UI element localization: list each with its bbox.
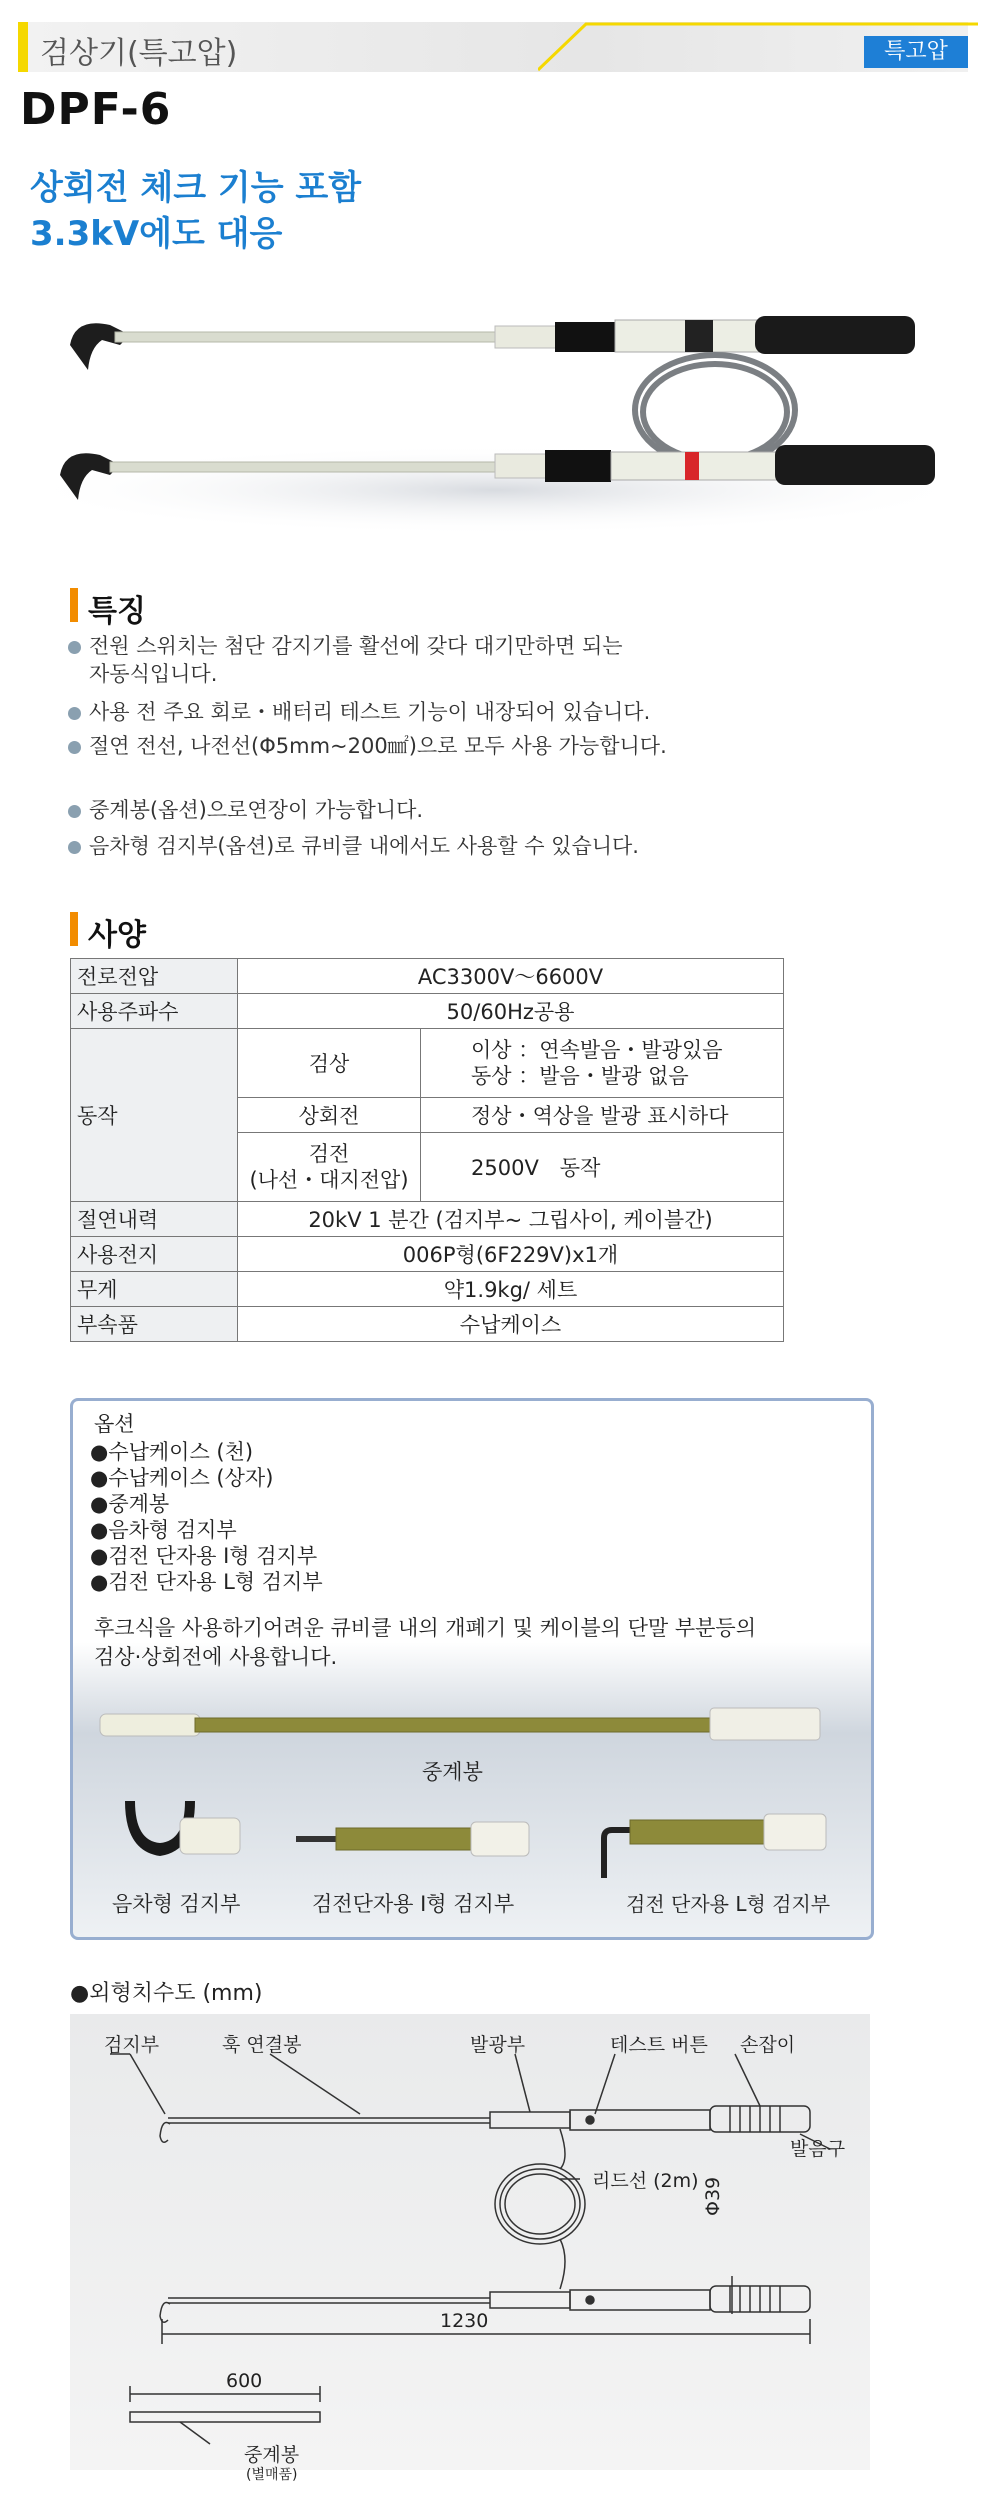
spec-label: 무게 — [71, 1272, 238, 1307]
label-diameter: Φ39 — [702, 2176, 724, 2216]
spec-value: AC3300V～6600V — [238, 959, 784, 994]
spec-label: 부속품 — [71, 1307, 238, 1342]
l-type-detector-image — [594, 1808, 834, 1888]
dimensions-title: ●외형치수도 (mm) — [70, 1981, 263, 2006]
label-light: 발광부 — [470, 2034, 526, 2056]
l-type-detector-caption: 검전 단자용 L형 검지부 — [626, 1892, 831, 1916]
extension-rod-image — [95, 1700, 835, 1750]
option-item: ●수납케이스 (천) — [90, 1440, 254, 1464]
specs-title: 사양 — [88, 918, 146, 953]
product-photo — [15, 290, 975, 550]
bullet-icon — [68, 707, 81, 720]
table-row — [71, 1307, 784, 1342]
features-section-bar — [70, 588, 78, 622]
tagline-1: 상회전 체크 기능 포함 — [30, 168, 362, 208]
tagline-2: 3.3kV에도 대응 — [30, 214, 283, 254]
model-name: DPF-6 — [20, 84, 172, 135]
label-lead-wire: 리드선 (2m) — [592, 2170, 699, 2192]
spec-value: 정상・역상을 발광 표시하다 — [421, 1098, 784, 1133]
spec-table — [70, 958, 784, 1342]
i-type-detector-caption: 검전단자용 I형 검지부 — [312, 1892, 515, 1916]
feature-item: 절연 전선, 나전선(Φ5mm~200㎟)으로 모두 사용 가능합니다. — [68, 732, 667, 760]
spec-label: 동작 — [71, 1029, 238, 1202]
option-item: ●수납케이스 (상자) — [90, 1466, 274, 1490]
option-item: ●검전 단자용 I형 검지부 — [90, 1544, 318, 1568]
option-item: ●검전 단자용 L형 검지부 — [90, 1570, 323, 1594]
spec-label: 절연내력 — [71, 1202, 238, 1237]
table-row — [71, 1272, 784, 1307]
spec-value: 2500V 동작 — [421, 1133, 784, 1202]
spec-label: 사용주파수 — [71, 994, 238, 1029]
bullet-icon — [68, 805, 81, 818]
page-header — [18, 22, 968, 72]
i-type-detector-image — [296, 1816, 536, 1866]
fork-detector-image — [120, 1796, 250, 1876]
options-title: 옵션 — [94, 1412, 135, 1436]
option-item: ●중계봉 — [90, 1492, 170, 1516]
label-extension-name: 중계봉 — [244, 2444, 300, 2466]
feature-item: 사용 전 주요 회로・배터리 테스트 기능이 내장되어 있습니다. — [68, 698, 650, 726]
spec-value: 이상 ：연속발음・발광있음 동상 ：발음・발광 없음 — [421, 1029, 784, 1098]
table-row — [71, 994, 784, 1029]
bullet-icon — [68, 741, 81, 754]
feature-item: 전원 스위치는 첨단 감지기를 활선에 갖다 대기만하면 되는 자동식입니다. — [68, 632, 623, 688]
label-detector: 검지부 — [104, 2034, 160, 2056]
spec-value: 수납케이스 — [238, 1307, 784, 1342]
label-hook-rod: 훅 연결봉 — [222, 2034, 302, 2056]
feature-item: 음차형 검지부(옵션)로 큐비클 내에서도 사용할 수 있습니다. — [68, 832, 639, 860]
spec-label: 사용전지 — [71, 1237, 238, 1272]
spec-label: 전로전압 — [71, 959, 238, 994]
features-title: 특징 — [88, 594, 146, 629]
lead-wire-coil — [635, 355, 795, 465]
feature-item: 중계봉(옵션)으로연장이 가능합니다. — [68, 796, 423, 824]
spec-value: 006P형(6F229V)x1개 — [238, 1237, 784, 1272]
upper-detector — [70, 316, 915, 370]
spec-value: 20kV 1 분간 (검지부~ 그립사이, 케이블간) — [238, 1202, 784, 1237]
spec-sublabel: 검전 (나선・대지전압) — [238, 1133, 421, 1202]
option-item: ●음차형 검지부 — [90, 1518, 237, 1542]
dimension-drawing — [70, 2014, 870, 2470]
table-row — [71, 1029, 784, 1098]
label-buzzer: 발음구 — [790, 2138, 846, 2160]
spec-sublabel: 검상 — [238, 1029, 421, 1098]
voltage-class-badge: 특고압 — [864, 36, 968, 68]
table-row — [71, 1237, 784, 1272]
spec-value: 50/60Hz공용 — [238, 994, 784, 1029]
fork-detector-caption: 음차형 검지부 — [112, 1892, 241, 1916]
header-accent-bar — [18, 22, 28, 72]
specs-section-bar — [70, 912, 78, 946]
label-handle: 손잡이 — [740, 2034, 796, 2056]
extension-rod-caption: 중계봉 — [422, 1760, 483, 1784]
table-row — [71, 959, 784, 994]
bullet-icon — [68, 841, 81, 854]
spec-value: 약1.9kg/ 세트 — [238, 1272, 784, 1307]
label-length: 1230 — [440, 2310, 489, 2332]
spec-sublabel: 상회전 — [238, 1098, 421, 1133]
label-extension-length: 600 — [226, 2370, 263, 2392]
label-test-button: 테스트 버튼 — [610, 2034, 708, 2056]
label-extension-note: (별매품) — [246, 2467, 298, 2483]
options-description: 후크식을 사용하기어려운 큐비클 내의 개폐기 및 케이블의 단말 부분등의 검상·상회전에 사용합니다. — [94, 1616, 756, 1669]
bullet-icon — [68, 641, 81, 654]
table-row — [71, 1202, 784, 1237]
category-title: 검상기(특고압) — [40, 36, 238, 71]
